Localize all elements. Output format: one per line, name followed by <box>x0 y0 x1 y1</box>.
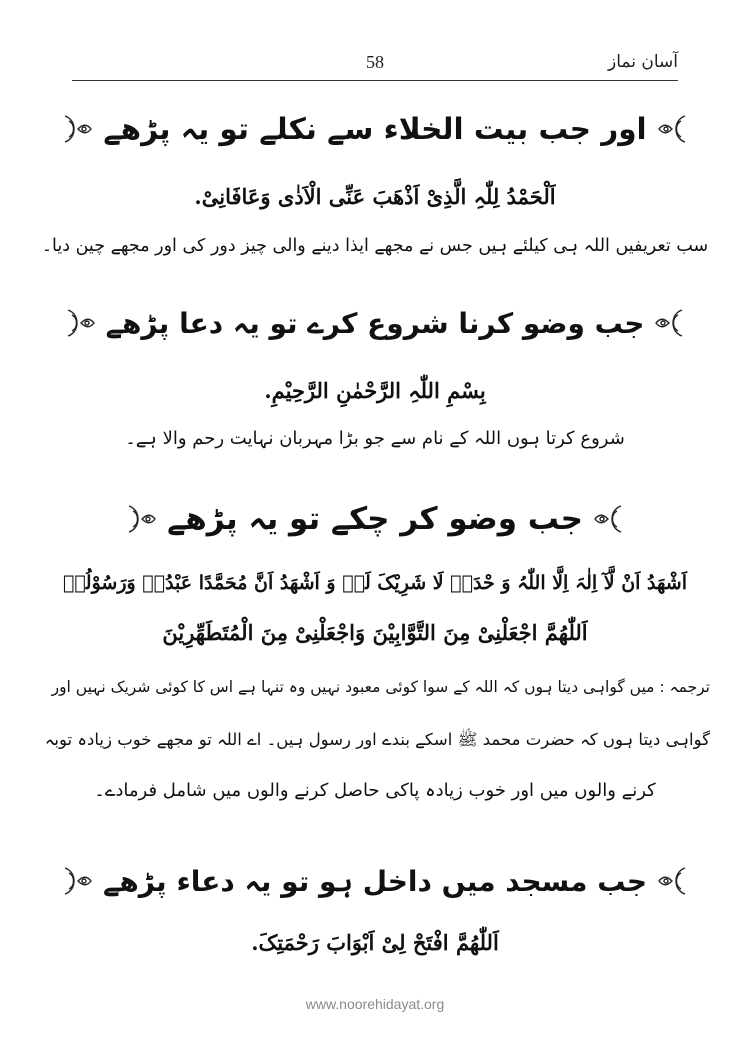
section-heading-leaving-toilet <box>60 104 690 154</box>
ornament-icon <box>652 306 686 340</box>
heading-text: جب وضو کرنا شروع کرے تو یہ دعا پڑھے <box>105 306 645 340</box>
footer-website[interactable]: www.noorehidayat.org <box>305 996 445 1012</box>
arabic-dua: بِسْمِ اللّٰہِ الرَّحْمٰنِ الرَّحِیْمِ. <box>264 378 486 403</box>
urdu-translation: سب تعریفیں اللہ ہی کیلئے ہیں جس نے مجھے ایذا دینے والی چیز دور کی اور مجھے چین دیا۔ <box>41 236 709 256</box>
urdu-translation: ترجمہ : میں گواہی دیتا ہوں کہ اللہ کے سوا کوئی معبود نہیں وہ تنہا ہے اس کا کوئی شریک نہیں اور <box>51 678 710 696</box>
ornament-icon <box>61 112 95 146</box>
heading-text: اور جب بیت الخلاء سے نکلے تو یہ پڑھے <box>103 112 647 146</box>
ornament-icon <box>64 306 98 340</box>
urdu-translation: شروع کرتا ہوں اللہ کے نام سے جو بڑا مہربان نہایت رحم والا ہے۔ <box>125 428 625 449</box>
ornament-icon <box>655 864 689 898</box>
section-heading-start-wudu <box>60 298 690 348</box>
header-divider <box>72 80 678 81</box>
ornament-icon <box>125 502 159 536</box>
arabic-dua: اَشْھَدُ اَنْ لَّآ اِلٰہَ اِلَّا اللّٰہُ وَ حْدَہٗ لَا شَرِیْکَ لَہٗ وَ اَشْھَدُ اَنَّ مُحَمَّدًا عَبْدُہٗ وَرَسُوْلُہٗ <box>62 572 687 594</box>
heading-text: جب مسجد میں داخل ہو تو یہ دعاء پڑھے <box>102 864 648 898</box>
book-title: آسان نماز <box>608 52 678 72</box>
ornament-icon <box>591 502 625 536</box>
heading-text: جب وضو کر چکے تو یہ پڑھے <box>167 501 583 537</box>
section-heading-after-wudu <box>60 494 690 544</box>
arabic-dua: اَلْحَمْدُ لِلّٰہِ الَّذِیْ اَذْھَبَ عَنِّی الْاَذٰی وَعَافَانِیْ. <box>194 184 556 209</box>
arabic-dua: اَللّٰھُمَّ افْتَحْ لِیْ اَبْوَابَ رَحْمَتِکَ. <box>251 930 499 955</box>
urdu-translation: کرنے والوں میں اور خوب زیادہ پاکی حاصل کرنے والوں میں شامل فرمادے۔ <box>94 780 656 801</box>
ornament-icon <box>655 112 689 146</box>
urdu-translation: گواہی دیتا ہوں کہ حضرت محمد ﷺ اسکے بندے اور رسول ہیں۔ اے اللہ تو مجھے خوب زیادہ توبہ <box>44 730 710 749</box>
arabic-dua: اَللّٰھُمَّ اجْعَلْنِیْ مِنَ التَّوَّابِیْنَ وَاجْعَلْنِیْ مِنَ الْمُتَطَھِّرِیْنَ <box>162 620 588 645</box>
ornament-icon <box>61 864 95 898</box>
page-number: 58 <box>366 52 384 72</box>
section-heading-entering-mosque <box>60 856 690 906</box>
